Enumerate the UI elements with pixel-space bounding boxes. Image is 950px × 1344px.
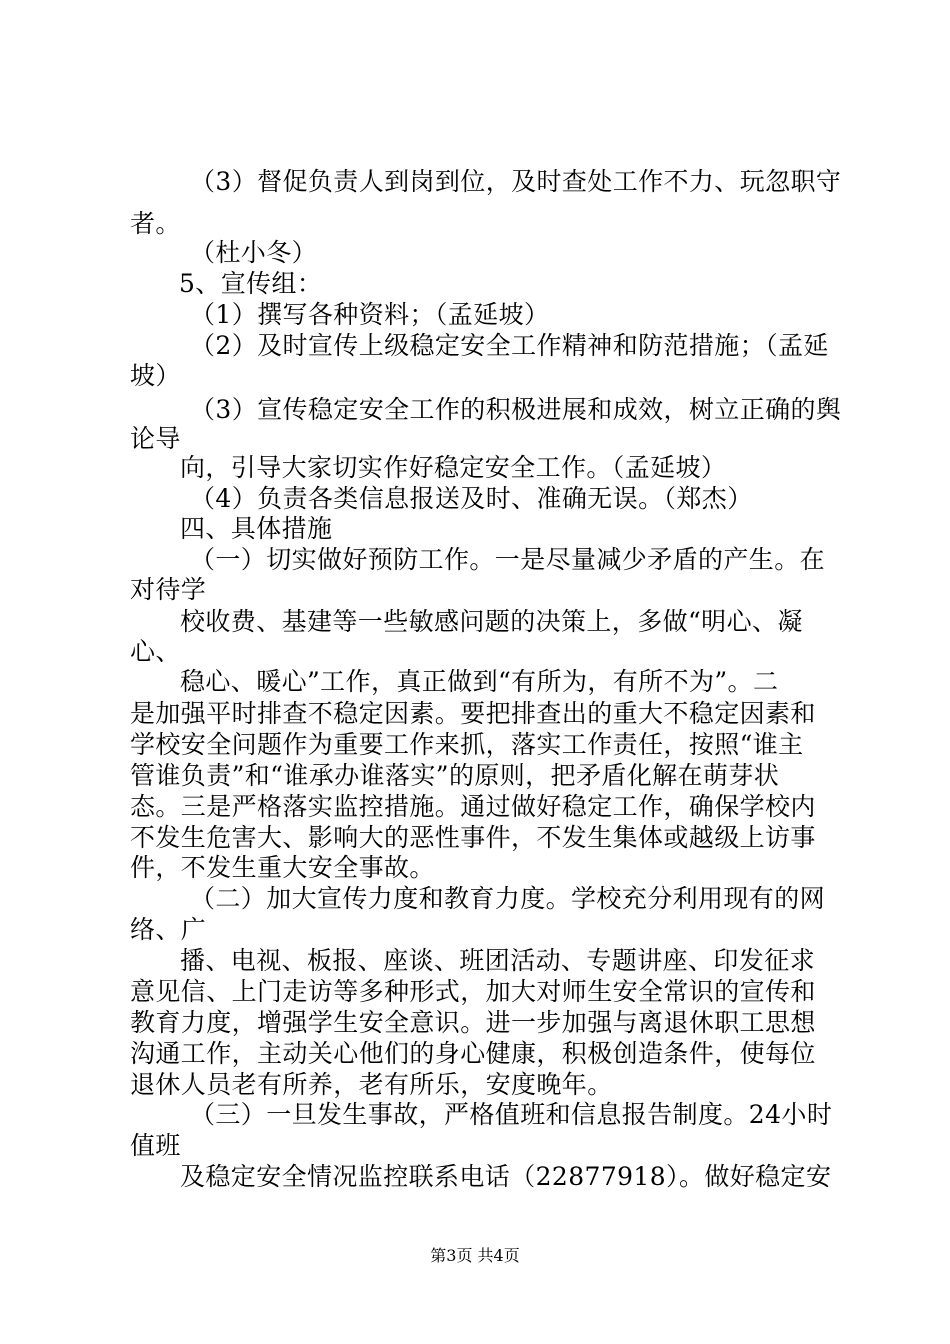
text-line: 坡） xyxy=(130,361,181,390)
text-line: 教育力度，增强学生安全意识。进一步加强与离退休职工思想 xyxy=(130,1008,816,1037)
text-line: 向，引导大家切实作好稳定安全工作。（孟延坡） xyxy=(180,453,727,482)
text-line: 值班 xyxy=(130,1131,181,1160)
text-line: （杜小冬） xyxy=(190,238,318,267)
text-line: 稳心、暖心”工作，真正做到“有所为，有所不为”。二 xyxy=(180,667,779,696)
text-line: 对待学 xyxy=(130,575,207,604)
text-line: （二）加大宣传力度和教育力度。学校充分利用现有的网 xyxy=(190,884,826,913)
text-line: 意见信、上门走访等多种形式，加大对师生安全常识的宣传和 xyxy=(130,977,816,1006)
text-line: 及稳定安全情况监控联系电话（22877918）。做好稳定安 xyxy=(180,1162,832,1191)
text-line: 退休人员老有所养，老有所乐，安度晚年。 xyxy=(130,1070,613,1099)
text-line: 管谁负责”和“谁承办谁落实”的原则，把矛盾化解在萌芽状 xyxy=(130,761,780,790)
section-heading: 5、宣传组： xyxy=(179,269,323,298)
text-line: （4）负责各类信息报送及时、准确无误。（郑杰） xyxy=(190,484,753,513)
text-line: 络、广 xyxy=(130,915,207,944)
text-line: 心、 xyxy=(130,637,181,666)
text-line: 是加强平时排查不稳定因素。要把排查出的重大不稳定因素和 xyxy=(130,699,816,728)
text-line: 沟通工作，主动关心他们的身心健康，积极创造条件，使每位 xyxy=(130,1039,816,1068)
text-line: 学校安全问题作为重要工作来抓，落实工作责任，按照“谁主 xyxy=(130,730,804,759)
text-line: 件，不发生重大安全事故。 xyxy=(130,853,435,882)
text-line: 者。 xyxy=(130,209,181,238)
text-line: （3）宣传稳定安全工作的积极进展和成效，树立正确的舆 xyxy=(190,395,842,424)
text-line: 不发生危害大、影响大的恶性事件，不发生集体或越级上访事 xyxy=(130,823,816,852)
page-footer: 第3页 共4页 xyxy=(430,1246,520,1265)
text-line: 校收费、基建等一些敏感问题的决策上，多做“明心、凝 xyxy=(180,607,803,636)
text-line: （一）切实做好预防工作。一是尽量减少矛盾的产生。在 xyxy=(190,545,826,574)
text-line: （三）一旦发生事故，严格值班和信息报告制度。24小时 xyxy=(190,1100,833,1129)
text-line: （1）撰写各种资料；（孟延坡） xyxy=(190,300,550,329)
text-line: 播、电视、板报、座谈、班团活动、专题讲座、印发征求 xyxy=(180,946,816,975)
section-heading: 四、具体措施 xyxy=(180,514,333,543)
text-line: 态。三是严格落实监控措施。通过做好稳定工作，确保学校内 xyxy=(130,792,816,821)
text-line: 论导 xyxy=(130,424,181,453)
text-line: （2）及时宣传上级稳定安全工作精神和防范措施；（孟延 xyxy=(190,331,829,360)
text-line: （3）督促负责人到岗到位，及时查处工作不力、玩忽职守 xyxy=(190,167,842,196)
